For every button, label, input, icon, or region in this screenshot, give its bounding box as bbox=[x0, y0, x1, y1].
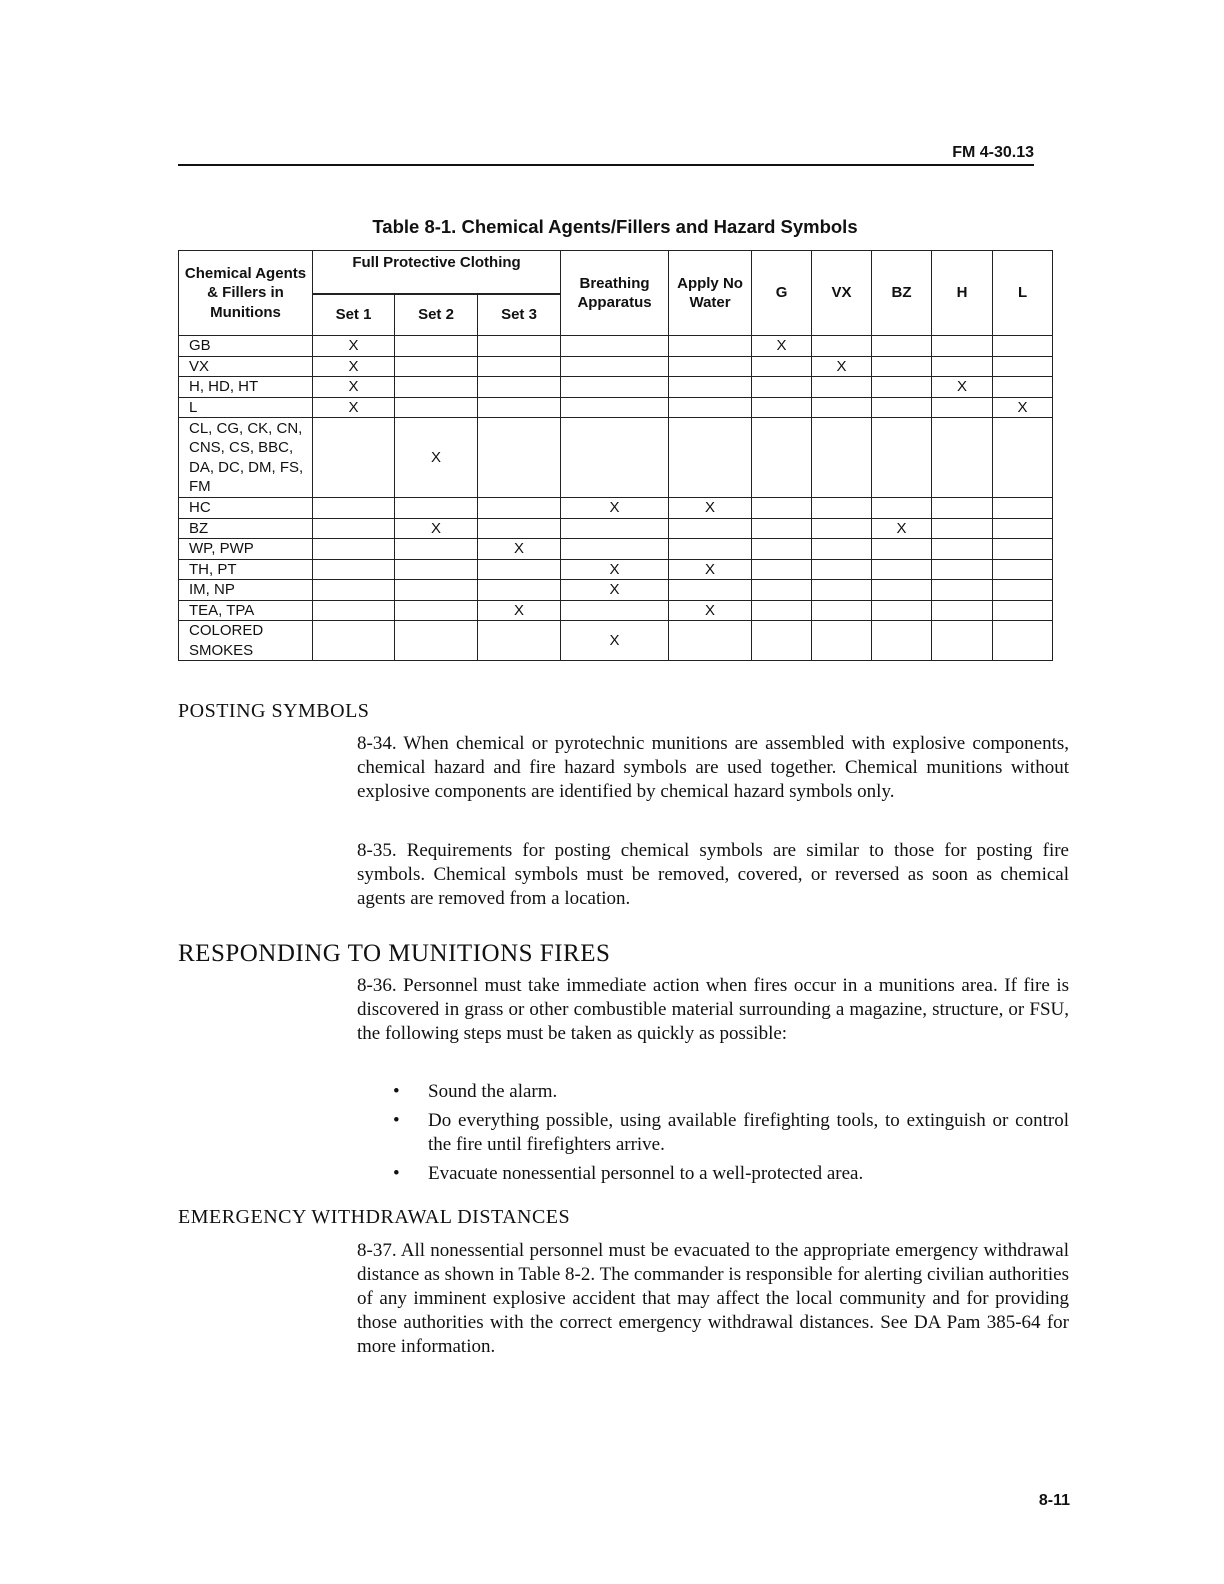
set1-cell bbox=[313, 518, 395, 539]
vx-cell bbox=[812, 559, 872, 580]
l-cell bbox=[993, 621, 1053, 661]
header-apply-no-water: Apply No Water bbox=[669, 251, 752, 336]
agent-cell: BZ bbox=[179, 518, 313, 539]
bullet-icon: • bbox=[393, 1163, 400, 1184]
apply-cell bbox=[669, 336, 752, 357]
set3-cell bbox=[478, 377, 561, 398]
agent-cell: COLORED SMOKES bbox=[179, 621, 313, 661]
vx-cell bbox=[812, 397, 872, 418]
g-cell bbox=[752, 397, 812, 418]
l-cell bbox=[993, 580, 1053, 601]
l-cell bbox=[993, 377, 1053, 398]
set2-cell bbox=[395, 600, 478, 621]
vx-cell bbox=[812, 336, 872, 357]
hazard-table bbox=[178, 250, 1053, 661]
breathing-cell: X bbox=[561, 498, 669, 519]
apply-cell bbox=[669, 539, 752, 560]
agent-cell: HC bbox=[179, 498, 313, 519]
breathing-cell bbox=[561, 397, 669, 418]
bz-cell bbox=[872, 559, 932, 580]
table-row bbox=[179, 377, 1053, 398]
agent-cell: WP, PWP bbox=[179, 539, 313, 560]
set3-cell bbox=[478, 518, 561, 539]
breathing-cell: X bbox=[561, 559, 669, 580]
table-row bbox=[179, 600, 1053, 621]
bullet-list bbox=[357, 1080, 1069, 1191]
breathing-cell bbox=[561, 539, 669, 560]
l-cell bbox=[993, 600, 1053, 621]
list-item bbox=[357, 1080, 1069, 1104]
table-row bbox=[179, 580, 1053, 601]
set1-cell: X bbox=[313, 377, 395, 398]
set1-cell: X bbox=[313, 336, 395, 357]
paragraph-8-36: 8-36. Personnel must take immediate action when fires occur in a munitions area. If fire is discovered in grass or other combustible material surrounding a magazine, structure, or FSU, the following steps must be taken as quickly as possible: bbox=[357, 975, 1069, 1044]
bz-cell bbox=[872, 356, 932, 377]
set1-cell bbox=[313, 559, 395, 580]
agent-cell: VX bbox=[179, 356, 313, 377]
h-cell bbox=[932, 498, 993, 519]
apply-cell: X bbox=[669, 498, 752, 519]
h-cell bbox=[932, 621, 993, 661]
set3-cell bbox=[478, 559, 561, 580]
paragraph-8-37: 8-37. All nonessential personnel must be evacuated to the appropriate emergency withdrawal distance as shown in Table 8-2. The commander is responsible for alerting civilian authorities of any imminent explosive accident that may affect the local community and for providing those authorities with the correct emergency withdrawal distances. See DA Pam 385-64 for more information. bbox=[357, 1240, 1069, 1357]
l-cell bbox=[993, 559, 1053, 580]
apply-cell bbox=[669, 418, 752, 498]
set3-cell bbox=[478, 621, 561, 661]
h-cell bbox=[932, 397, 993, 418]
section-heading-emergency: EMERGENCY WITHDRAWAL DISTANCES bbox=[178, 1206, 571, 1228]
set2-cell: X bbox=[395, 518, 478, 539]
h-cell bbox=[932, 559, 993, 580]
h-cell bbox=[932, 539, 993, 560]
h-cell: X bbox=[932, 377, 993, 398]
bz-cell bbox=[872, 397, 932, 418]
h-cell bbox=[932, 600, 993, 621]
agent-cell: TH, PT bbox=[179, 559, 313, 580]
set3-cell: X bbox=[478, 539, 561, 560]
breathing-cell bbox=[561, 600, 669, 621]
apply-cell bbox=[669, 580, 752, 601]
l-cell bbox=[993, 539, 1053, 560]
header-agent: Chemical Agents & Fillers in Munitions bbox=[179, 251, 313, 336]
list-item bbox=[357, 1162, 1069, 1186]
agent-cell: TEA, TPA bbox=[179, 600, 313, 621]
set1-cell bbox=[313, 621, 395, 661]
list-item-text: Do everything possible, using available firefighting tools, to extinguish or control the fire until firefighters arrive. bbox=[428, 1110, 1069, 1155]
l-cell bbox=[993, 336, 1053, 357]
page-header bbox=[178, 144, 1034, 166]
set1-cell bbox=[313, 418, 395, 498]
list-item bbox=[357, 1109, 1069, 1157]
breathing-cell bbox=[561, 418, 669, 498]
set2-cell bbox=[395, 621, 478, 661]
breathing-cell bbox=[561, 377, 669, 398]
breathing-cell: X bbox=[561, 621, 669, 661]
set2-cell bbox=[395, 559, 478, 580]
header-breathing: Breathing Apparatus bbox=[561, 251, 669, 336]
vx-cell bbox=[812, 418, 872, 498]
header-full-protective-clothing: Full Protective Clothing bbox=[313, 251, 561, 295]
apply-cell bbox=[669, 356, 752, 377]
g-cell bbox=[752, 580, 812, 601]
agent-cell: GB bbox=[179, 336, 313, 357]
apply-cell bbox=[669, 397, 752, 418]
header-set-3: Set 3 bbox=[478, 294, 561, 336]
bz-cell bbox=[872, 539, 932, 560]
set2-cell bbox=[395, 498, 478, 519]
set3-cell: X bbox=[478, 600, 561, 621]
table-row bbox=[179, 559, 1053, 580]
section-heading-responding: RESPONDING TO MUNITIONS FIRES bbox=[178, 940, 611, 967]
set2-cell bbox=[395, 356, 478, 377]
list-item-text: Sound the alarm. bbox=[428, 1081, 558, 1102]
vx-cell bbox=[812, 377, 872, 398]
apply-cell bbox=[669, 621, 752, 661]
h-cell bbox=[932, 518, 993, 539]
document-id: FM 4-30.13 bbox=[948, 144, 1034, 162]
table-row bbox=[179, 397, 1053, 418]
g-cell bbox=[752, 600, 812, 621]
set3-cell bbox=[478, 397, 561, 418]
apply-cell: X bbox=[669, 559, 752, 580]
breathing-cell: X bbox=[561, 580, 669, 601]
set1-cell: X bbox=[313, 397, 395, 418]
table-title: Table 8-1. Chemical Agents/Fillers and Hazard Symbols bbox=[372, 216, 858, 237]
h-cell bbox=[932, 580, 993, 601]
l-cell bbox=[993, 498, 1053, 519]
bullet-icon: • bbox=[393, 1081, 400, 1102]
g-cell bbox=[752, 559, 812, 580]
paragraph-8-35: 8-35. Requirements for posting chemical symbols are similar to those for posting fire symbols. Chemical symbols must be removed, covered, or reversed as soon as chemical agents are removed from a location. bbox=[357, 840, 1069, 909]
set1-cell: X bbox=[313, 356, 395, 377]
set3-cell bbox=[478, 418, 561, 498]
table-row bbox=[179, 336, 1053, 357]
list-item-text: Evacuate nonessential personnel to a well-protected area. bbox=[428, 1163, 864, 1184]
set3-cell bbox=[478, 498, 561, 519]
bz-cell bbox=[872, 336, 932, 357]
set2-cell bbox=[395, 539, 478, 560]
header-h: H bbox=[932, 251, 993, 336]
set2-cell bbox=[395, 377, 478, 398]
table-row bbox=[179, 518, 1053, 539]
vx-cell: X bbox=[812, 356, 872, 377]
vx-cell bbox=[812, 518, 872, 539]
vx-cell bbox=[812, 580, 872, 601]
table-row bbox=[179, 498, 1053, 519]
bz-cell bbox=[872, 418, 932, 498]
l-cell bbox=[993, 418, 1053, 498]
page-number: 8-11 bbox=[1038, 1492, 1070, 1509]
table-row bbox=[179, 356, 1053, 377]
header-set-1: Set 1 bbox=[313, 294, 395, 336]
vx-cell bbox=[812, 498, 872, 519]
header-bz: BZ bbox=[872, 251, 932, 336]
l-cell bbox=[993, 518, 1053, 539]
bullet-icon: • bbox=[393, 1110, 400, 1131]
set2-cell bbox=[395, 580, 478, 601]
table-row bbox=[179, 418, 1053, 498]
g-cell: X bbox=[752, 336, 812, 357]
l-cell: X bbox=[993, 397, 1053, 418]
agent-cell: IM, NP bbox=[179, 580, 313, 601]
vx-cell bbox=[812, 621, 872, 661]
g-cell bbox=[752, 498, 812, 519]
set3-cell bbox=[478, 356, 561, 377]
breathing-cell bbox=[561, 356, 669, 377]
vx-cell bbox=[812, 539, 872, 560]
bz-cell bbox=[872, 580, 932, 601]
set3-cell bbox=[478, 580, 561, 601]
set1-cell bbox=[313, 539, 395, 560]
header-g: G bbox=[752, 251, 812, 336]
g-cell bbox=[752, 621, 812, 661]
agent-cell: L bbox=[179, 397, 313, 418]
header-l: L bbox=[993, 251, 1053, 336]
table-row bbox=[179, 621, 1053, 661]
agent-cell: CL, CG, CK, CN, CNS, CS, BBC, DA, DC, DM, FS, FM bbox=[179, 418, 313, 498]
agent-cell: H, HD, HT bbox=[179, 377, 313, 398]
set2-cell: X bbox=[395, 418, 478, 498]
g-cell bbox=[752, 518, 812, 539]
bz-cell bbox=[872, 377, 932, 398]
l-cell bbox=[993, 356, 1053, 377]
apply-cell bbox=[669, 377, 752, 398]
g-cell bbox=[752, 377, 812, 398]
vx-cell bbox=[812, 600, 872, 621]
bz-cell bbox=[872, 621, 932, 661]
bz-cell: X bbox=[872, 518, 932, 539]
set2-cell bbox=[395, 397, 478, 418]
g-cell bbox=[752, 539, 812, 560]
set1-cell bbox=[313, 580, 395, 601]
g-cell bbox=[752, 356, 812, 377]
bz-cell bbox=[872, 498, 932, 519]
apply-cell: X bbox=[669, 600, 752, 621]
table-row bbox=[179, 539, 1053, 560]
breathing-cell bbox=[561, 336, 669, 357]
paragraph-8-34: 8-34. When chemical or pyrotechnic munitions are assembled with explosive components, chemical hazard and fire hazard symbols are used together. Chemical munitions without explosive components are identified by chemical hazard symbols only. bbox=[357, 733, 1069, 802]
set2-cell bbox=[395, 336, 478, 357]
apply-cell bbox=[669, 518, 752, 539]
header-set-2: Set 2 bbox=[395, 294, 478, 336]
h-cell bbox=[932, 418, 993, 498]
header-vx: VX bbox=[812, 251, 872, 336]
g-cell bbox=[752, 418, 812, 498]
set1-cell bbox=[313, 600, 395, 621]
h-cell bbox=[932, 356, 993, 377]
section-heading-posting: POSTING SYMBOLS bbox=[178, 700, 370, 722]
bz-cell bbox=[872, 600, 932, 621]
breathing-cell bbox=[561, 518, 669, 539]
set3-cell bbox=[478, 336, 561, 357]
set1-cell bbox=[313, 498, 395, 519]
h-cell bbox=[932, 336, 993, 357]
